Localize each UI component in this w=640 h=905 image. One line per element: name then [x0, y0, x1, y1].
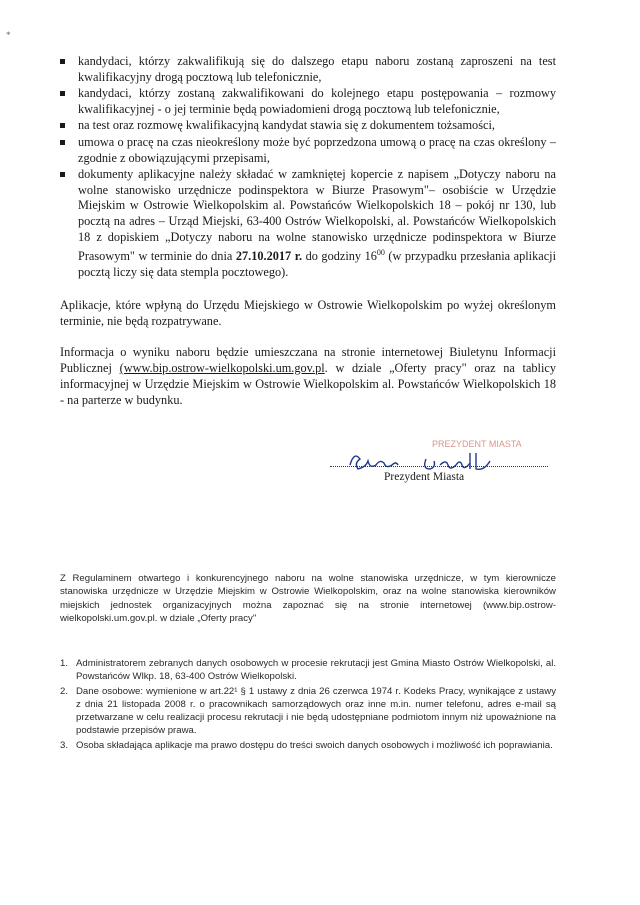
- late-applications-paragraph: Aplikacje, które wpłyną do Urzędu Miejskiego w Ostrowie Wielkopolskim po wyżej określonym terminie, nie będą rozpatrywane.: [60, 298, 556, 328]
- list-item: umowa o pracę na czas nieokreślony może być poprzedzona umową o pracę na czas określony – zgodnie z obowiązującymi przepisami,: [60, 135, 556, 166]
- bullet-icon: [60, 140, 65, 145]
- corner-mark: *: [6, 30, 11, 40]
- list-item: 1. Administratorem zebranych danych osobowych w procesie rekrutacji jest Gmina Miasto Ostrów Wielkopolski, al. Powstańców Wlkp. 18, 63-400 Ostrów Wielkopolski.: [60, 658, 556, 682]
- results-info-paragraph: Informacja o wyniku naboru będzie umieszczana na stronie internetowej Biuletynu Informacji Publicznej (www.bip.ostrow-wielkopolski.um.gov.pl. w dziale „Oferty pracy" oraz na tablicy informacyjnej w Urzędzie Miejskim w Ostrowie Wielkopolskim al. Powstańców Wielkopolskich 18 - na parterze w budynku.: [60, 345, 556, 407]
- list-item: 2. Dane osobowe: wymienione w art.22¹ § 1 ustawy z dnia 26 czerwca 1974 r. Kodeks Pracy, wynikające z ustawy z dnia 21 listopada 2008 r. o pracownikach samorządowych oraz inne m.in. numer telefonu, adres e-mail są przetwarzane w celu realizacji procesu rekrutacji i nie będą udostępniane podmiotom innym niż upoważnione na podstawie przepisów prawa.: [60, 686, 556, 736]
- list-item: 3. Osoba składająca aplikacje ma prawo dostępu do treści swoich danych osobowych i możliwość ich poprawiania.: [60, 740, 553, 751]
- bullet-icon: [60, 123, 65, 128]
- list-item: kandydaci, którzy zakwalifikują się do dalszego etapu naboru zostaną zaproszeni na test kwalifikacyjny drogą pocztową lub telefonicznie,: [60, 54, 556, 85]
- list-item: na test oraz rozmowę kwalifikacyjną kandydat stawia się z dokumentem tożsamości,: [60, 118, 556, 134]
- signatory-title: Prezydent Miasta: [384, 471, 465, 483]
- signature-image: [340, 435, 560, 495]
- bullet-icon: [60, 172, 65, 177]
- list-item: kandydaci, którzy zostaną zakwalifikowani do kolejnego etapu postępowania – rozmowy kwalifikacyjnej - o jej terminie będą powiadomieni drogą pocztową lub telefonicznie,: [60, 86, 556, 117]
- requirements-list: [60, 54, 556, 281]
- bullet-icon: [60, 59, 65, 64]
- bullet-icon: [60, 91, 65, 96]
- bip-link[interactable]: (www.bip.ostrow-wielkopolski.um.gov.pl: [119, 361, 325, 375]
- deadline-date: 27.10.2017 r.: [235, 249, 303, 264]
- gdpr-list: [60, 657, 556, 754]
- signature-line: [330, 466, 548, 467]
- regulamin-note: Z Regulaminem otwartego i konkurencyjnego naboru na wolne stanowiska urzędnicze, w tym kierownicze stanowiska urzędnicze w Urzędzie Miejskim w Ostrowie Wielkopolskim, oraz na wolne stanowiska kierowników miejskich jednostek organizacyjnych można zapoznać się na stronie internetowej (www.bip.ostrow-wielkopolski.um.gov.pl. w dziale „Oferty pracy": [60, 573, 556, 625]
- stamp-text: PREZYDENT MIASTA: [432, 439, 522, 449]
- list-item-submission: dokumenty aplikacyjne należy składać w zamkniętej kopercie z napisem „Dotyczy naboru na wolne stanowisko urzędnicze podinspektora w Biurze Prasowym"– osobiście w Urzędzie Miejskim w Ostrowie Wielkopolskim al. Powstańców Wielkopolskich 18 – pokój nr 130, lub pocztą na adres – Urząd Miejski, 63-400 Ostrów Wielkopolski, al. Powstańców Wielkopolskich 18 z dopiskiem „Dotyczy naboru na wolne stanowisko urzędnicze podinspektora w Biurze Prasowym" w terminie do dnia 27.10.2017 r. do godziny $16^{00}$ (w przypadku przesłania aplikacji pocztą liczy się data stempla pocztowego).: [60, 167, 556, 280]
